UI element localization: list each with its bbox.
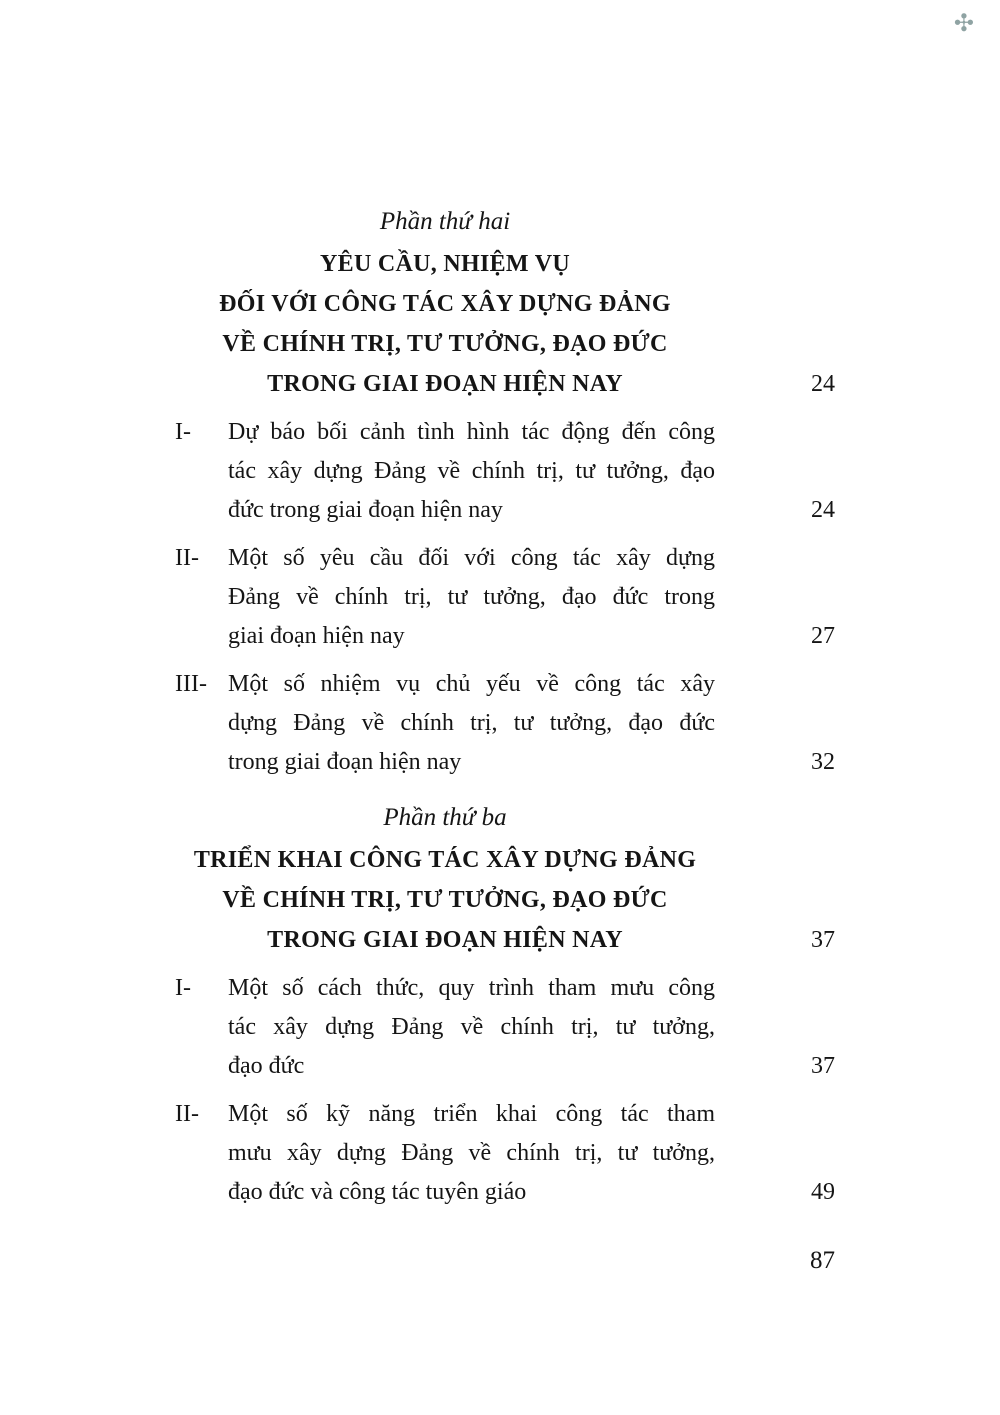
toc-section-part-two (175, 202, 835, 782)
entry-page-number: 37 (811, 1053, 835, 1079)
flower-icon: ✣ (953, 11, 974, 37)
section-title-line: TRIỂN KHAI CÔNG TÁC XÂY DỰNG ĐẢNG (193, 847, 697, 873)
entry-line: đức trong giai đoạn hiện nay (228, 497, 503, 523)
toc-content (175, 202, 835, 1212)
toc-entry (175, 539, 835, 656)
entry-line: giai đoạn hiện nay (228, 623, 405, 649)
entry-text (228, 539, 715, 656)
entry-line: Một số cách thức, quy trình tham mưu công (228, 975, 715, 1001)
section-title-line: ĐỐI VỚI CÔNG TÁC XÂY DỰNG ĐẢNG (219, 291, 671, 317)
section-title-line: TRONG GIAI ĐOẠN HIỆN NAY (267, 927, 623, 953)
section-title-line: TRONG GIAI ĐOẠN HIỆN NAY (267, 371, 623, 397)
section-title-block (175, 244, 835, 404)
page-number: 87 (810, 1247, 835, 1274)
entry-page-number: 27 (811, 623, 835, 649)
entry-line: mưu xây dựng Đảng về chính trị, tư tưởng, (228, 1140, 715, 1166)
entry-line: Một số kỹ năng triển khai công tác tham (228, 1101, 715, 1127)
entry-line: Dự báo bối cảnh tình hình tác động đến công (228, 419, 715, 445)
entry-line: Một số yêu cầu đối với công tác xây dựng (228, 545, 715, 571)
entry-text (228, 665, 715, 782)
toc-section-part-three (175, 798, 835, 1212)
part-label: Phần thứ ba (383, 804, 507, 831)
entry-line: đạo đức và công tác tuyên giáo (228, 1179, 527, 1205)
toc-entry (175, 969, 835, 1086)
entry-line: tác xây dựng Đảng về chính trị, tư tưởng, đạo (228, 458, 715, 484)
section-title-line: VỀ CHÍNH TRỊ, TƯ TƯỞNG, ĐẠO ĐỨC (222, 887, 668, 913)
entry-line: Một số nhiệm vụ chủ yếu về công tác xây (228, 671, 715, 697)
entry-numeral: I- (175, 419, 191, 445)
entry-numeral: II- (175, 1101, 199, 1127)
toc-entry (175, 413, 835, 530)
entry-page-number: 49 (811, 1179, 835, 1205)
section-title (175, 244, 715, 404)
entry-numeral: III- (175, 671, 207, 697)
entry-text (228, 969, 715, 1086)
entry-text (228, 413, 715, 530)
entry-page-number: 32 (811, 749, 835, 775)
toc-entry (175, 665, 835, 782)
part-label: Phần thứ hai (379, 208, 511, 235)
section-page-number: 37 (811, 927, 835, 953)
entry-numeral: I- (175, 975, 191, 1001)
section-title (175, 840, 715, 960)
entry-text (228, 1095, 715, 1212)
toc-entry (175, 1095, 835, 1212)
entry-line: tác xây dựng Đảng về chính trị, tư tưởng, (228, 1014, 715, 1040)
entry-line: dựng Đảng về chính trị, tư tưởng, đạo đức (228, 710, 715, 736)
section-page-number: 24 (811, 371, 835, 397)
entry-page-number: 24 (811, 497, 835, 523)
section-title-line: YÊU CẦU, NHIỆM VỤ (320, 251, 570, 277)
section-title-block (175, 840, 835, 960)
section-title-line: VỀ CHÍNH TRỊ, TƯ TƯỞNG, ĐẠO ĐỨC (222, 331, 668, 357)
entry-line: đạo đức (228, 1053, 305, 1079)
entry-numeral: II- (175, 545, 199, 571)
entry-line: Đảng về chính trị, tư tưởng, đạo đức trong (228, 584, 715, 610)
entry-line: trong giai đoạn hiện nay (228, 749, 462, 775)
